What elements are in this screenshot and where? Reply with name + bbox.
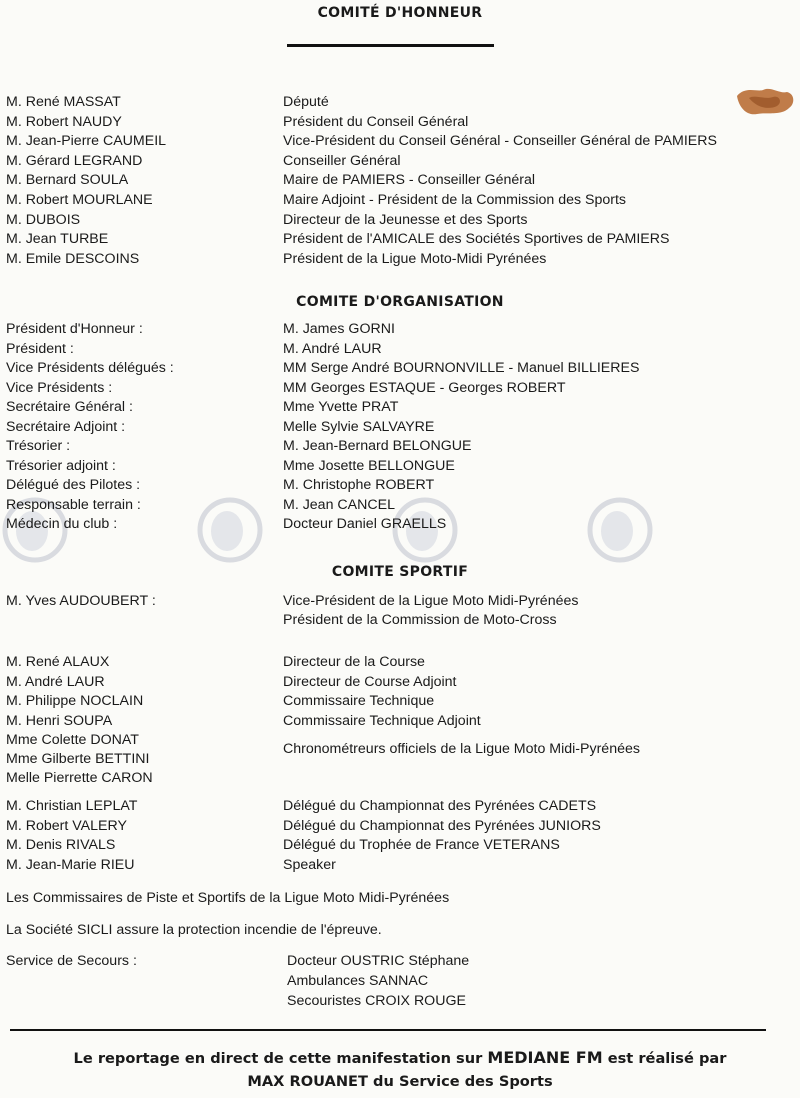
organisation-role: MM Serge André BOURNONVILLE - Manuel BILLIERES <box>283 360 640 376</box>
organisation-role: M. Christophe ROBERT <box>283 477 435 493</box>
honneur-name: M. René MASSAT <box>6 94 121 110</box>
audoubert-name: M. Yves AUDOUBERT : <box>6 593 156 609</box>
delegate-name: M. Robert VALERY <box>6 817 127 834</box>
paper-stain <box>735 82 797 120</box>
honneur-underline <box>287 44 494 47</box>
organisation-role: Docteur Daniel GRAELLS <box>283 516 447 532</box>
footer-rule <box>10 1029 766 1031</box>
sportif-heading: COMITE SPORTIF <box>331 564 469 580</box>
secours-item: Secouristes CROIX ROUGE <box>287 993 466 1009</box>
club-logo-mark <box>585 495 655 565</box>
delegate-name: M. Christian LEPLAT <box>6 798 138 814</box>
delegate-role: Délégué du Trophée de France VETERANS <box>283 837 560 853</box>
organisation-role: M. André LAUR <box>283 340 382 357</box>
organisation-name: Trésorier adjoint : <box>6 457 116 474</box>
honneur-role: Conseiller Général <box>283 152 401 169</box>
official-name: M. Henri SOUPA <box>6 712 113 729</box>
audoubert-role-2: Président de la Commission de Moto-Cross <box>283 612 557 628</box>
organisation-role: M. Jean CANCEL <box>283 496 395 513</box>
organisation-role: M. James GORNI <box>283 321 395 337</box>
radio-brand: MEDIANE FM <box>487 1048 603 1067</box>
organisation-role: MM Georges ESTAQUE - Georges ROBERT <box>283 379 566 396</box>
honneur-role: Directeur de la Jeunesse et des Sports <box>283 211 528 228</box>
honneur-role: Président de la Ligue Moto-Midi Pyrénées <box>283 250 547 267</box>
timekeeper-name: Mme Gilberte BETTINI <box>6 751 150 767</box>
honneur-role: Maire Adjoint - Président de la Commission des Sports <box>283 192 627 208</box>
organisation-name: Délégué des Pilotes : <box>6 477 141 493</box>
organisation-name: Secrétaire Adjoint : <box>6 418 126 435</box>
delegate-name: M. Jean-Marie RIEU <box>6 856 135 873</box>
organisation-name: Vice Présidents : <box>6 379 113 396</box>
honneur-name: M. Bernard SOULA <box>6 172 129 189</box>
organisation-name: Secrétaire Général : <box>6 399 133 415</box>
organisation-name: Médecin du club : <box>6 516 118 532</box>
delegate-role: Délégué du Championnat des Pyrénées JUNIORS <box>283 817 601 834</box>
secours-item: Docteur OUSTRIC Stéphane <box>287 953 470 969</box>
honneur-name: M. Gérard LEGRAND <box>6 152 143 169</box>
commissaires-line: Les Commissaires de Piste et Sportifs de la Ligue Moto Midi-Pyrénées <box>6 890 450 906</box>
delegate-name: M. Denis RIVALS <box>6 837 116 853</box>
official-role: Commissaire Technique Adjoint <box>283 712 481 729</box>
timekeeper-name: Melle Pierrette CARON <box>6 770 153 786</box>
footer-line-2: MAX ROUANET du Service des Sports <box>247 1073 553 1090</box>
honneur-name: M. Robert MOURLANE <box>6 192 153 208</box>
organisation-name: Président d'Honneur : <box>6 321 143 337</box>
organisation-name: Trésorier : <box>6 438 71 454</box>
honneur-name: M. Jean TURBE <box>6 231 109 248</box>
honneur-name: M. Emile DESCOINS <box>6 250 140 267</box>
organisation-role: Melle Sylvie SALVAYRE <box>283 418 435 435</box>
timekeepers-role: Chronométreurs officiels de la Ligue Moto Midi-Pyrénées <box>283 741 640 757</box>
official-name: M. René ALAUX <box>6 654 110 670</box>
organisation-name: Président : <box>6 340 74 357</box>
footer-line-1 <box>0 1048 800 1067</box>
official-role: Commissaire Technique <box>283 693 435 709</box>
secours-label: Service de Secours : <box>6 953 137 969</box>
footer-text-a: Le reportage en direct de cette manifestation sur <box>73 1050 488 1067</box>
timekeeper-name: Mme Colette DONAT <box>6 732 139 748</box>
footer-text-b: est réalisé par <box>602 1050 727 1067</box>
organisation-role: M. Jean-Bernard BELONGUE <box>283 438 472 454</box>
organisation-heading: COMITE D'ORGANISATION <box>296 294 504 310</box>
organisation-name: Vice Présidents délégués : <box>6 360 174 376</box>
official-name: M. Philippe NOCLAIN <box>6 693 144 709</box>
organisation-name: Responsable terrain : <box>6 496 141 513</box>
honneur-role: Vice-Président du Conseil Général - Conseiller Général de PAMIERS <box>283 133 717 150</box>
honneur-name: M. DUBOIS <box>6 211 81 228</box>
honneur-heading: COMITÉ D'HONNEUR <box>317 5 483 21</box>
official-role: Directeur de Course Adjoint <box>283 673 457 690</box>
honneur-role: Président du Conseil Général <box>283 113 469 130</box>
sicli-line: La Société SICLI assure la protection incendie de l'épreuve. <box>6 922 382 938</box>
honneur-name: M. Jean-Pierre CAUMEIL <box>6 133 167 150</box>
secours-item: Ambulances SANNAC <box>287 973 429 989</box>
honneur-role: Maire de PAMIERS - Conseiller Général <box>283 172 536 189</box>
delegate-role: Speaker <box>283 856 336 873</box>
honneur-role: Président de l'AMICALE des Sociétés Sportives de PAMIERS <box>283 231 670 248</box>
delegate-role: Délégué du Championnat des Pyrénées CADETS <box>283 798 597 814</box>
audoubert-role-1: Vice-Président de la Ligue Moto Midi-Pyrénées <box>283 593 579 609</box>
honneur-name: M. Robert NAUDY <box>6 113 122 130</box>
organisation-role: Mme Josette BELLONGUE <box>283 457 455 474</box>
official-role: Directeur de la Course <box>283 654 425 670</box>
club-logo-mark <box>195 495 265 565</box>
honneur-role: Député <box>283 94 329 110</box>
official-name: M. André LAUR <box>6 673 105 690</box>
organisation-role: Mme Yvette PRAT <box>283 399 399 415</box>
